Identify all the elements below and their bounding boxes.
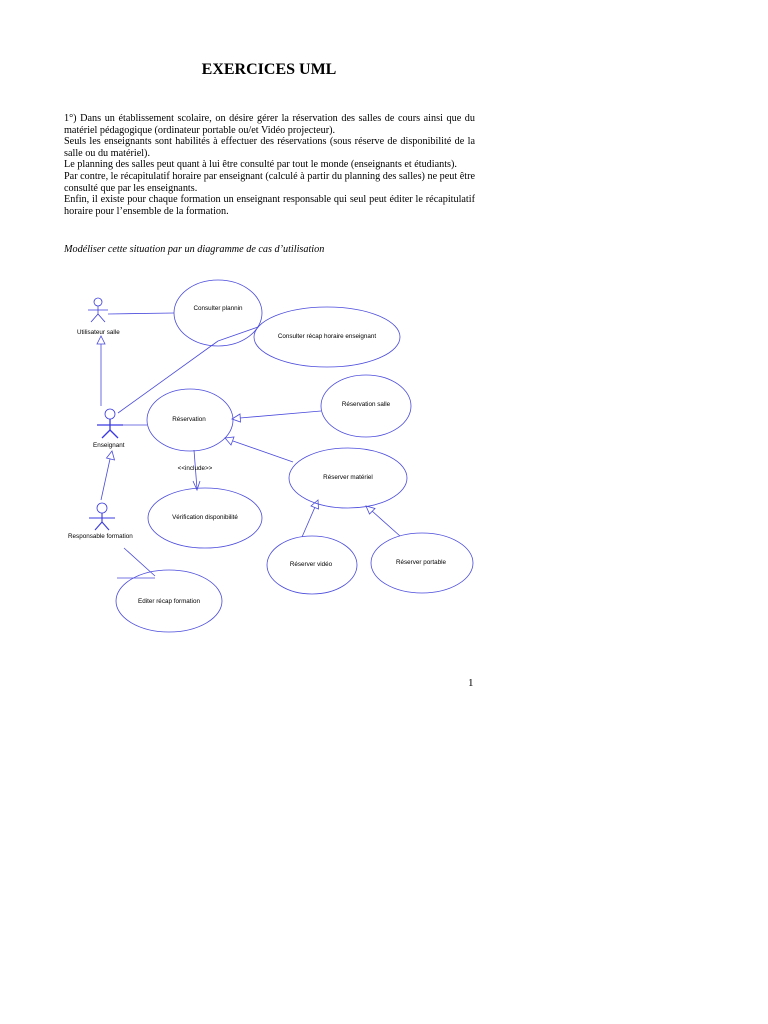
use-case-verification: Vérification disponibilité xyxy=(172,514,238,521)
use-case-reservation: Réservation xyxy=(172,416,206,423)
actor-responsable-label: Responsable formation xyxy=(68,533,133,540)
paragraph: Enfin, il existe pour chaque formation un enseignant responsable qui seul peut éditer le récapitulatif horaire pour l’ensemble de la formation. xyxy=(64,194,475,217)
use-case-reservation-salle: Réservation salle xyxy=(341,401,391,408)
use-case-consulter-planning: Consulter plannin xyxy=(193,305,243,312)
instruction-text: Modéliser cette situation par un diagramme de cas d’utilisation xyxy=(64,244,325,255)
actor-enseignant-label: Enseignant xyxy=(93,442,125,449)
generalization-arrowhead xyxy=(97,336,105,344)
use-case-reserver-materiel: Réserver matériel xyxy=(323,474,373,481)
paragraph: Le planning des salles peut quant à lui être consulté par tout le monde (enseignants et étudiants). xyxy=(64,159,457,171)
generalization-line xyxy=(233,441,293,462)
generalization-line xyxy=(240,411,321,418)
actor-responsable-icon xyxy=(89,503,115,530)
use-case-reserver-video: Réserver vidéo xyxy=(289,561,333,568)
actor-enseignant-icon xyxy=(97,409,123,438)
include-stereotype-label: <<include>> xyxy=(177,465,213,472)
page-number: 1 xyxy=(468,677,474,689)
actor-utilisateur-icon xyxy=(88,298,108,322)
association-line xyxy=(108,313,174,314)
generalization-arrowhead xyxy=(225,437,234,445)
generalization-line xyxy=(101,459,110,500)
association-line xyxy=(118,341,218,413)
use-case-ellipse xyxy=(174,280,262,346)
generalization-line xyxy=(372,511,400,536)
paragraph: Par contre, le récapitulatif horaire par enseignant (calculé à partir du planning des salles) ne peut être consulté que par les enseignants. xyxy=(64,170,475,194)
use-case-reserver-portable: Réserver portable xyxy=(395,559,447,566)
paragraph: Seuls les enseignants sont habilités à effectuer des réservations (sous réserve de disponibilité de la salle ou du matériel). xyxy=(64,136,475,159)
use-case-editer-recap: Editer récap formation xyxy=(138,598,200,605)
page-title: EXERCICES UML xyxy=(201,61,337,78)
paragraph: 1°) Dans un établissement scolaire, on désire gérer la réservation des salles de cours ainsi que du matériel pédagogique (ordinateur portable ou/et Vidéo projecteur). xyxy=(64,113,475,136)
actor-utilisateur-label: Utilisateur salle xyxy=(77,329,120,336)
generalization-arrowhead xyxy=(311,500,319,509)
use-case-consulter-recap: Consulter récap horaire enseignant xyxy=(277,333,377,340)
generalization-arrowhead xyxy=(107,451,115,460)
generalization-line xyxy=(302,507,315,537)
